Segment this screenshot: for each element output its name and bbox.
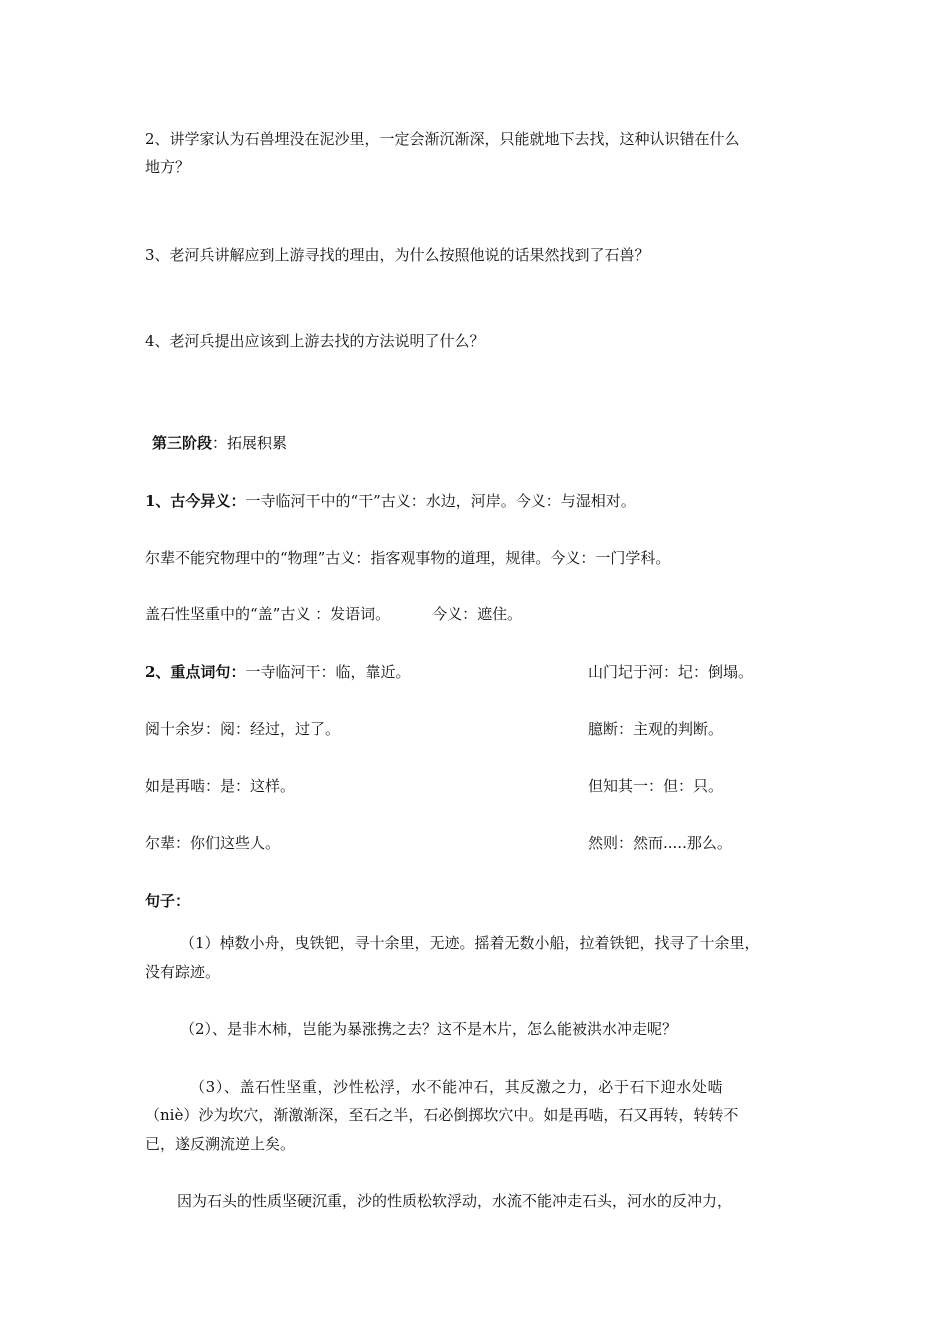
gujin-label: 1、古今异义 — [145, 492, 231, 510]
gujin-line2: 尔辈不能究物理中的“物理”古义：指客观事物的道理，规律。今义：一门学科。 — [145, 549, 671, 567]
question-2-line1: 2、讲学家认为石兽埋没在泥沙里，一定会渐沉渐深，只能就地下去找，这种认识错在什么 — [145, 130, 740, 148]
gujin-line1 — [145, 491, 636, 511]
sentence-2: （2）、是非木柿，岂能为暴涨携之去？这不是木片，怎么能被洪水冲走呢？ — [180, 1020, 678, 1038]
question-2-line2: 地方？ — [145, 158, 191, 176]
stage3-label: 第三阶段 — [152, 434, 213, 452]
sentence-3-line1: （3）、盖石性坚重，沙性松浮，水不能冲石，其反激之力，必于石下迎水处啮 — [190, 1078, 724, 1096]
zhongdian-sep: ： — [230, 663, 246, 681]
zhongdian-row4-right: 然则：然而.....那么。 — [588, 834, 732, 852]
question-3: 3、老河兵讲解应到上游寻找的理由，为什么按照他说的话果然找到了石兽？ — [145, 246, 650, 264]
stage3-heading — [152, 433, 287, 453]
zhongdian-row2-right: 臆断：主观的判断。 — [588, 720, 724, 738]
zhongdian-row3-left: 如是再啮：是：这样。 — [145, 777, 296, 795]
gujin-text1: 一寺临河干中的“干”古义：水边，河岸。今义：与湿相对。 — [245, 492, 636, 510]
zhongdian-row1-left-text: 一寺临河干：临，靠近。 — [245, 663, 411, 681]
sentence-3-line2: （niè）沙为坎穴，渐激渐深，至石之半，石必倒掷坎穴中。如是再啮，石又再转，转转不 — [145, 1106, 739, 1124]
zhongdian-row2-left: 阅十余岁：阅：经过，过了。 — [145, 720, 341, 738]
sentence-1-line1: （1）棹数小舟，曳铁钯，寻十余里，无迹。摇着无数小船，拉着铁钯，找寻了十余里， — [180, 934, 760, 952]
gujin-line3-a: 盖石性坚重中的“盖”古义 ：发语词。 — [145, 605, 391, 623]
gujin-line3-b: 今义：遮住。 — [432, 605, 523, 623]
question-4: 4、老河兵提出应该到上游去找的方法说明了什么？ — [145, 332, 485, 350]
sentence-3-line3: 已，遂反溯流逆上矣。 — [145, 1135, 296, 1153]
zhongdian-row4-left: 尔辈：你们这些人。 — [145, 834, 281, 852]
stage3-title: 拓展积累 — [227, 434, 288, 452]
stage3-sep: ： — [212, 434, 228, 452]
translation-line1: 因为石头的性质坚硬沉重，沙的性质松软浮动，水流不能冲走石头，河水的反冲力， — [177, 1192, 733, 1210]
zhongdian-row3-right: 但知其一：但：只。 — [588, 777, 724, 795]
zhongdian-label: 2、重点词句 — [145, 663, 231, 681]
gujin-sep: ： — [230, 492, 246, 510]
zhongdian-row1-right: 山门圮于河：圮：倒塌。 — [588, 663, 754, 681]
juzi-heading: 句子： — [145, 892, 191, 910]
sentence-1-line2: 没有踪迹。 — [145, 963, 221, 981]
zhongdian-row1-left — [145, 662, 410, 682]
gujin-line3 — [145, 604, 522, 624]
